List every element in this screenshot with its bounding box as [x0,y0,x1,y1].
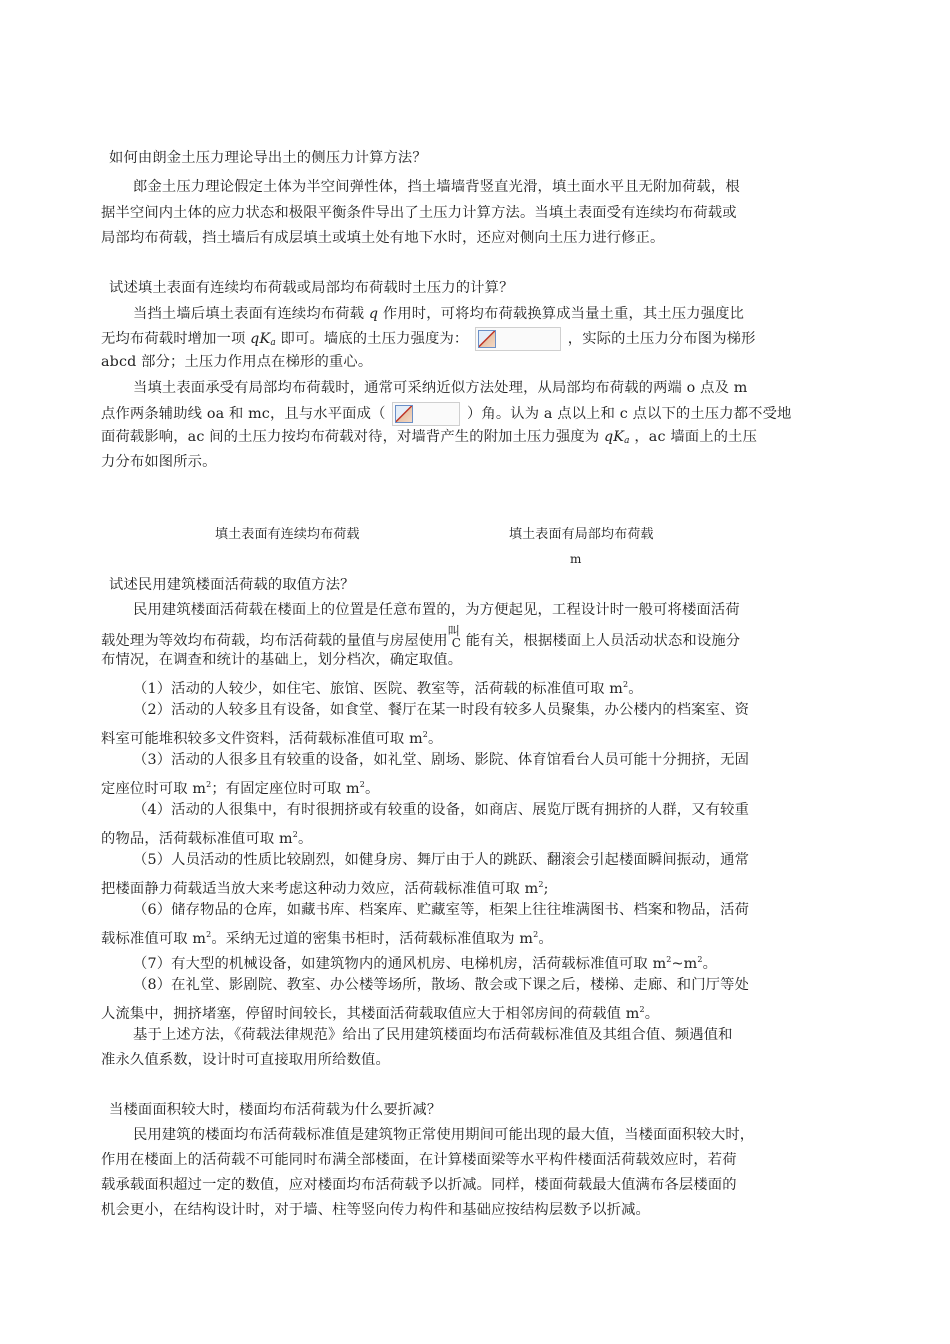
formula-qka: $qK_a$ [603,429,630,446]
answer-2-line: 当挡土墙后填土表面有连续均布荷载 q 作用时，可将均布荷载换算成当量土重，其土压力强度比 [133,306,745,322]
list-item: 定座位时可取 $m^2$；有固定座位时可取 $m^2$。 [101,780,380,797]
formula-image-icon [475,327,561,351]
list-item: （8）在礼堂、影剧院、教室、办公楼等场所，散场、散会或下课之后，楼梯、走廊、和门厅等处 [133,977,750,993]
answer-2-line: 面荷载影响，ac 间的土压力按均布荷载对待，对墙背产生的附加土压力强度为 $qK_a$ ，ac 墙面上的土压 [101,429,758,446]
answer-1-line: 据半空间内土体的应力状态和极限平衡条件导出了土压力计算方法。当填土表面受有连续均布荷载或 [101,205,737,221]
answer-3-line: 载处理为等效均布荷载，均布活荷载的量值与房屋使用 叫 C 能有关，根据楼面上人员活动状态和设施分 [101,624,741,650]
answer-3-conclusion: 基于上述方法，《荷载法律规范》给出了民用建筑楼面均布活荷载标准值及其组合值、频遇值和 [133,1027,733,1043]
question-1-title: 如何由朗金土压力理论导出土的侧压力计算方法？ [109,150,427,166]
list-item: 料室可能堆积较多文件资料，活荷载标准值可取 $m^2$。 [101,730,443,747]
figure-label-m: m [570,552,582,566]
list-item: （2）活动的人较多且有设备，如食堂、餐厅在某一时段有较多人员聚集，办公楼内的档案室、资 [133,702,750,718]
figure-caption-right: 填土表面有局部均布荷载 [509,527,654,542]
answer-2-line: 力分布如图所示。 [101,454,217,470]
question-2-title: 试述填土表面有连续均布荷载或局部均布荷载时土压力的计算？ [109,280,514,296]
answer-3-line: 布情况，在调查和统计的基础上，划分档次，确定取值。 [101,652,463,668]
answer-2-line: 点作两条辅助线 oa 和 mc，且与水平面成（ ）角。认为 a 点以上和 c 点以下的土压力都不受地 [101,402,791,422]
list-item: （7）有大型的机械设备，如建筑物内的通风机房、电梯机房，活荷载标准值可取 $m^2\sim m^2$。 [133,955,718,972]
figure-caption-left: 填土表面有连续均布荷载 [215,527,360,542]
list-item: 把楼面静力荷载适当放大来考虑这种动力效应，活荷载标准值可取 $m^2$; [101,880,549,897]
answer-2-line: 无均布荷载时增加一项 $qK_a$ 即可。墙底的土压力强度为： ，实际的土压力分布图为梯形 [101,327,756,347]
list-item: （5）人员活动的性质比较剧烈，如健身房、舞厅由于人的跳跃、翻滚会引起楼面瞬间振动，通常 [133,852,750,868]
list-item: （4）活动的人很集中，有时很拥挤或有较重的设备，如商店、展览厅既有拥挤的人群，又有较重 [133,802,750,818]
question-4-title: 当楼面面积较大时，楼面均布活荷载为什么要折减？ [109,1102,442,1118]
list-item: 的物品，活荷载标准值可取 $m^2$。 [101,830,313,847]
answer-4-line: 载承载面积超过一定的数值，应对楼面均布活荷载予以折减。同样，楼面荷载最大值满布各层楼面的 [101,1177,737,1193]
list-item: 载标准值可取 $m^2$。采纳无过道的密集书柜时，活荷载标准值取为 $m^2$。 [101,930,553,947]
var-q: q [368,306,379,322]
stray-glyph: 叫 C [447,624,462,650]
angle-image-icon [392,402,460,426]
formula-qka: $qK_a$ [250,331,276,348]
list-item: 人流集中，拥挤堵塞，停留时间较长，其楼面活荷载取值应大于相邻房间的荷载值 $m^2$。 [101,1005,660,1022]
answer-2-line: abcd 部分；土压力作用点在梯形的重心。 [101,354,373,370]
answer-1-line: 局部均布荷载，挡土墙后有成层填土或填土处有地下水时，还应对侧向土压力进行修正。 [101,230,665,246]
list-item: （6）储存物品的仓库，如藏书库、档案库、贮藏室等，柜架上往往堆满图书、档案和物品，活荷 [133,902,750,918]
answer-4-line: 民用建筑的楼面均布活荷载标准值是建筑物正常使用期间可能出现的最大值，当楼面面积较大时， [133,1127,755,1143]
answer-1-line: 郎金土压力理论假定土体为半空间弹性体，挡土墙墙背竖直光滑，填土面水平且无附加荷载，根 [133,179,740,195]
answer-4-line: 作用在楼面上的活荷载不可能同时布满全部楼面，在计算楼面梁等水平构件楼面活荷载效应时，若荷 [101,1152,737,1168]
answer-4-line: 机会更小，在结构设计时，对于墙、柱等竖向传力构件和基础应按结构层数予以折减。 [101,1202,650,1218]
answer-3-conclusion: 准永久值系数，设计时可直接取用所给数值。 [101,1052,390,1068]
answer-2-line: 当填土表面承受有局部均布荷载时，通常可采纳近似方法处理，从局部均布荷载的两端 o 点及 m [133,380,748,396]
answer-3-line: 民用建筑楼面活荷载在楼面上的位置是任意布置的，为方便起见，工程设计时一般可将楼面活荷 [133,602,740,618]
list-item: （3）活动的人很多且有较重的设备，如礼堂、剧场、影院、体育馆看台人员可能十分拥挤，无固 [133,752,750,768]
list-item: （1）活动的人较少，如住宅、旅馆、医院、教室等，活荷载的标准值可取 $m^2$。 [133,680,643,697]
question-3-title: 试述民用建筑楼面活荷载的取值方法？ [109,577,355,593]
